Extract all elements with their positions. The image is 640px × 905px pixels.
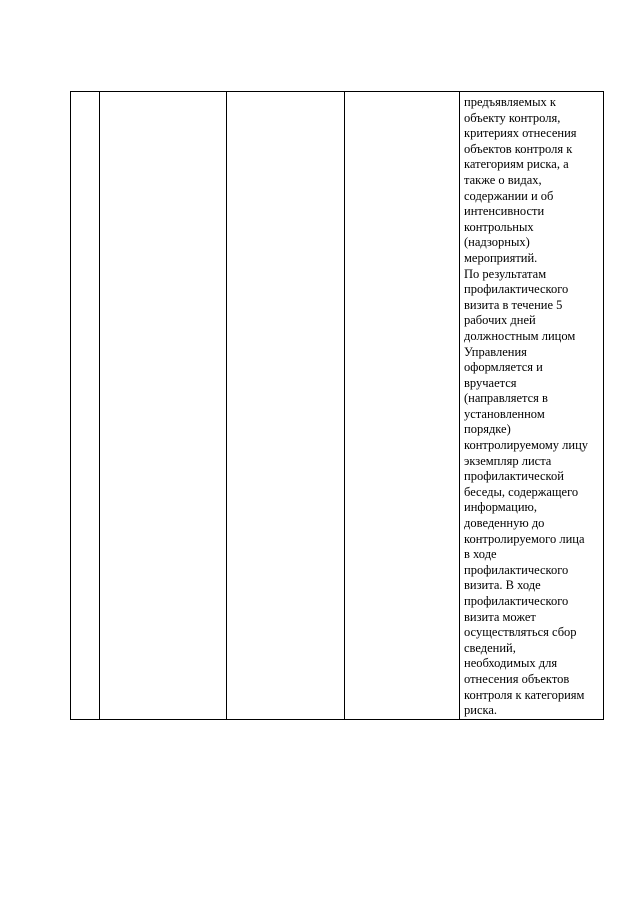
description-line: визита может [464, 609, 536, 624]
description-line: контролируемого лица [464, 531, 585, 546]
description-line: установленном [464, 406, 545, 421]
description-line: профилактического [464, 282, 569, 297]
description-line: По результатам [464, 266, 547, 281]
description-line: вручается [464, 375, 517, 390]
table-cell-number [71, 92, 100, 720]
table-cell-responsible [345, 92, 460, 720]
document-table [70, 91, 604, 720]
description-line: профилактической [464, 469, 564, 484]
description-line: осуществляться сбор [464, 625, 577, 640]
description-line: риска. [464, 703, 498, 718]
description-line: объекту контроля, [464, 110, 561, 125]
description-line: предъявляемых к [464, 95, 556, 109]
table-cell-deadline [227, 92, 345, 720]
description-line: объектов контроля к [464, 141, 573, 156]
description-line: профилактического [464, 562, 569, 577]
table-cell-activity [100, 92, 227, 720]
description-line: беседы, содержащего [464, 484, 579, 499]
description-line: профилактического [464, 594, 569, 608]
description-line: также о видах, [464, 172, 542, 187]
description-line: (надзорных) [464, 235, 530, 250]
description-line: интенсивности [464, 204, 545, 219]
table-row [71, 92, 604, 720]
description-line: в ходе [464, 547, 497, 562]
description-line: Управления [464, 344, 527, 359]
description-line: доведенную до [464, 516, 545, 531]
description-line: контроля к категориям [464, 687, 585, 702]
description-line: визита в течение 5 [464, 297, 563, 312]
description-line: отнесения объектов [464, 671, 570, 686]
description-line: экземпляр листа [464, 453, 552, 468]
description-line: рабочих дней [464, 313, 536, 328]
description-line: критериях отнесения [464, 126, 577, 141]
description-text [460, 92, 603, 719]
table-cell-description [460, 92, 604, 720]
description-line: необходимых для [464, 656, 558, 671]
description-line: контролируемому лицу [464, 438, 589, 453]
description-line: порядке) [464, 422, 511, 437]
description-line: содержании и об [464, 188, 554, 203]
description-line: визита. В ходе [464, 578, 541, 593]
description-line: мероприятий. [464, 250, 538, 265]
description-line: (направляется в [464, 391, 548, 406]
description-line: должностным лицом [464, 328, 576, 343]
description-line: контрольных [464, 219, 534, 234]
description-line: оформляется и [464, 360, 543, 375]
description-line: сведений, [464, 640, 516, 655]
description-line: категориям риска, а [464, 157, 569, 172]
description-line: информацию, [464, 500, 538, 515]
